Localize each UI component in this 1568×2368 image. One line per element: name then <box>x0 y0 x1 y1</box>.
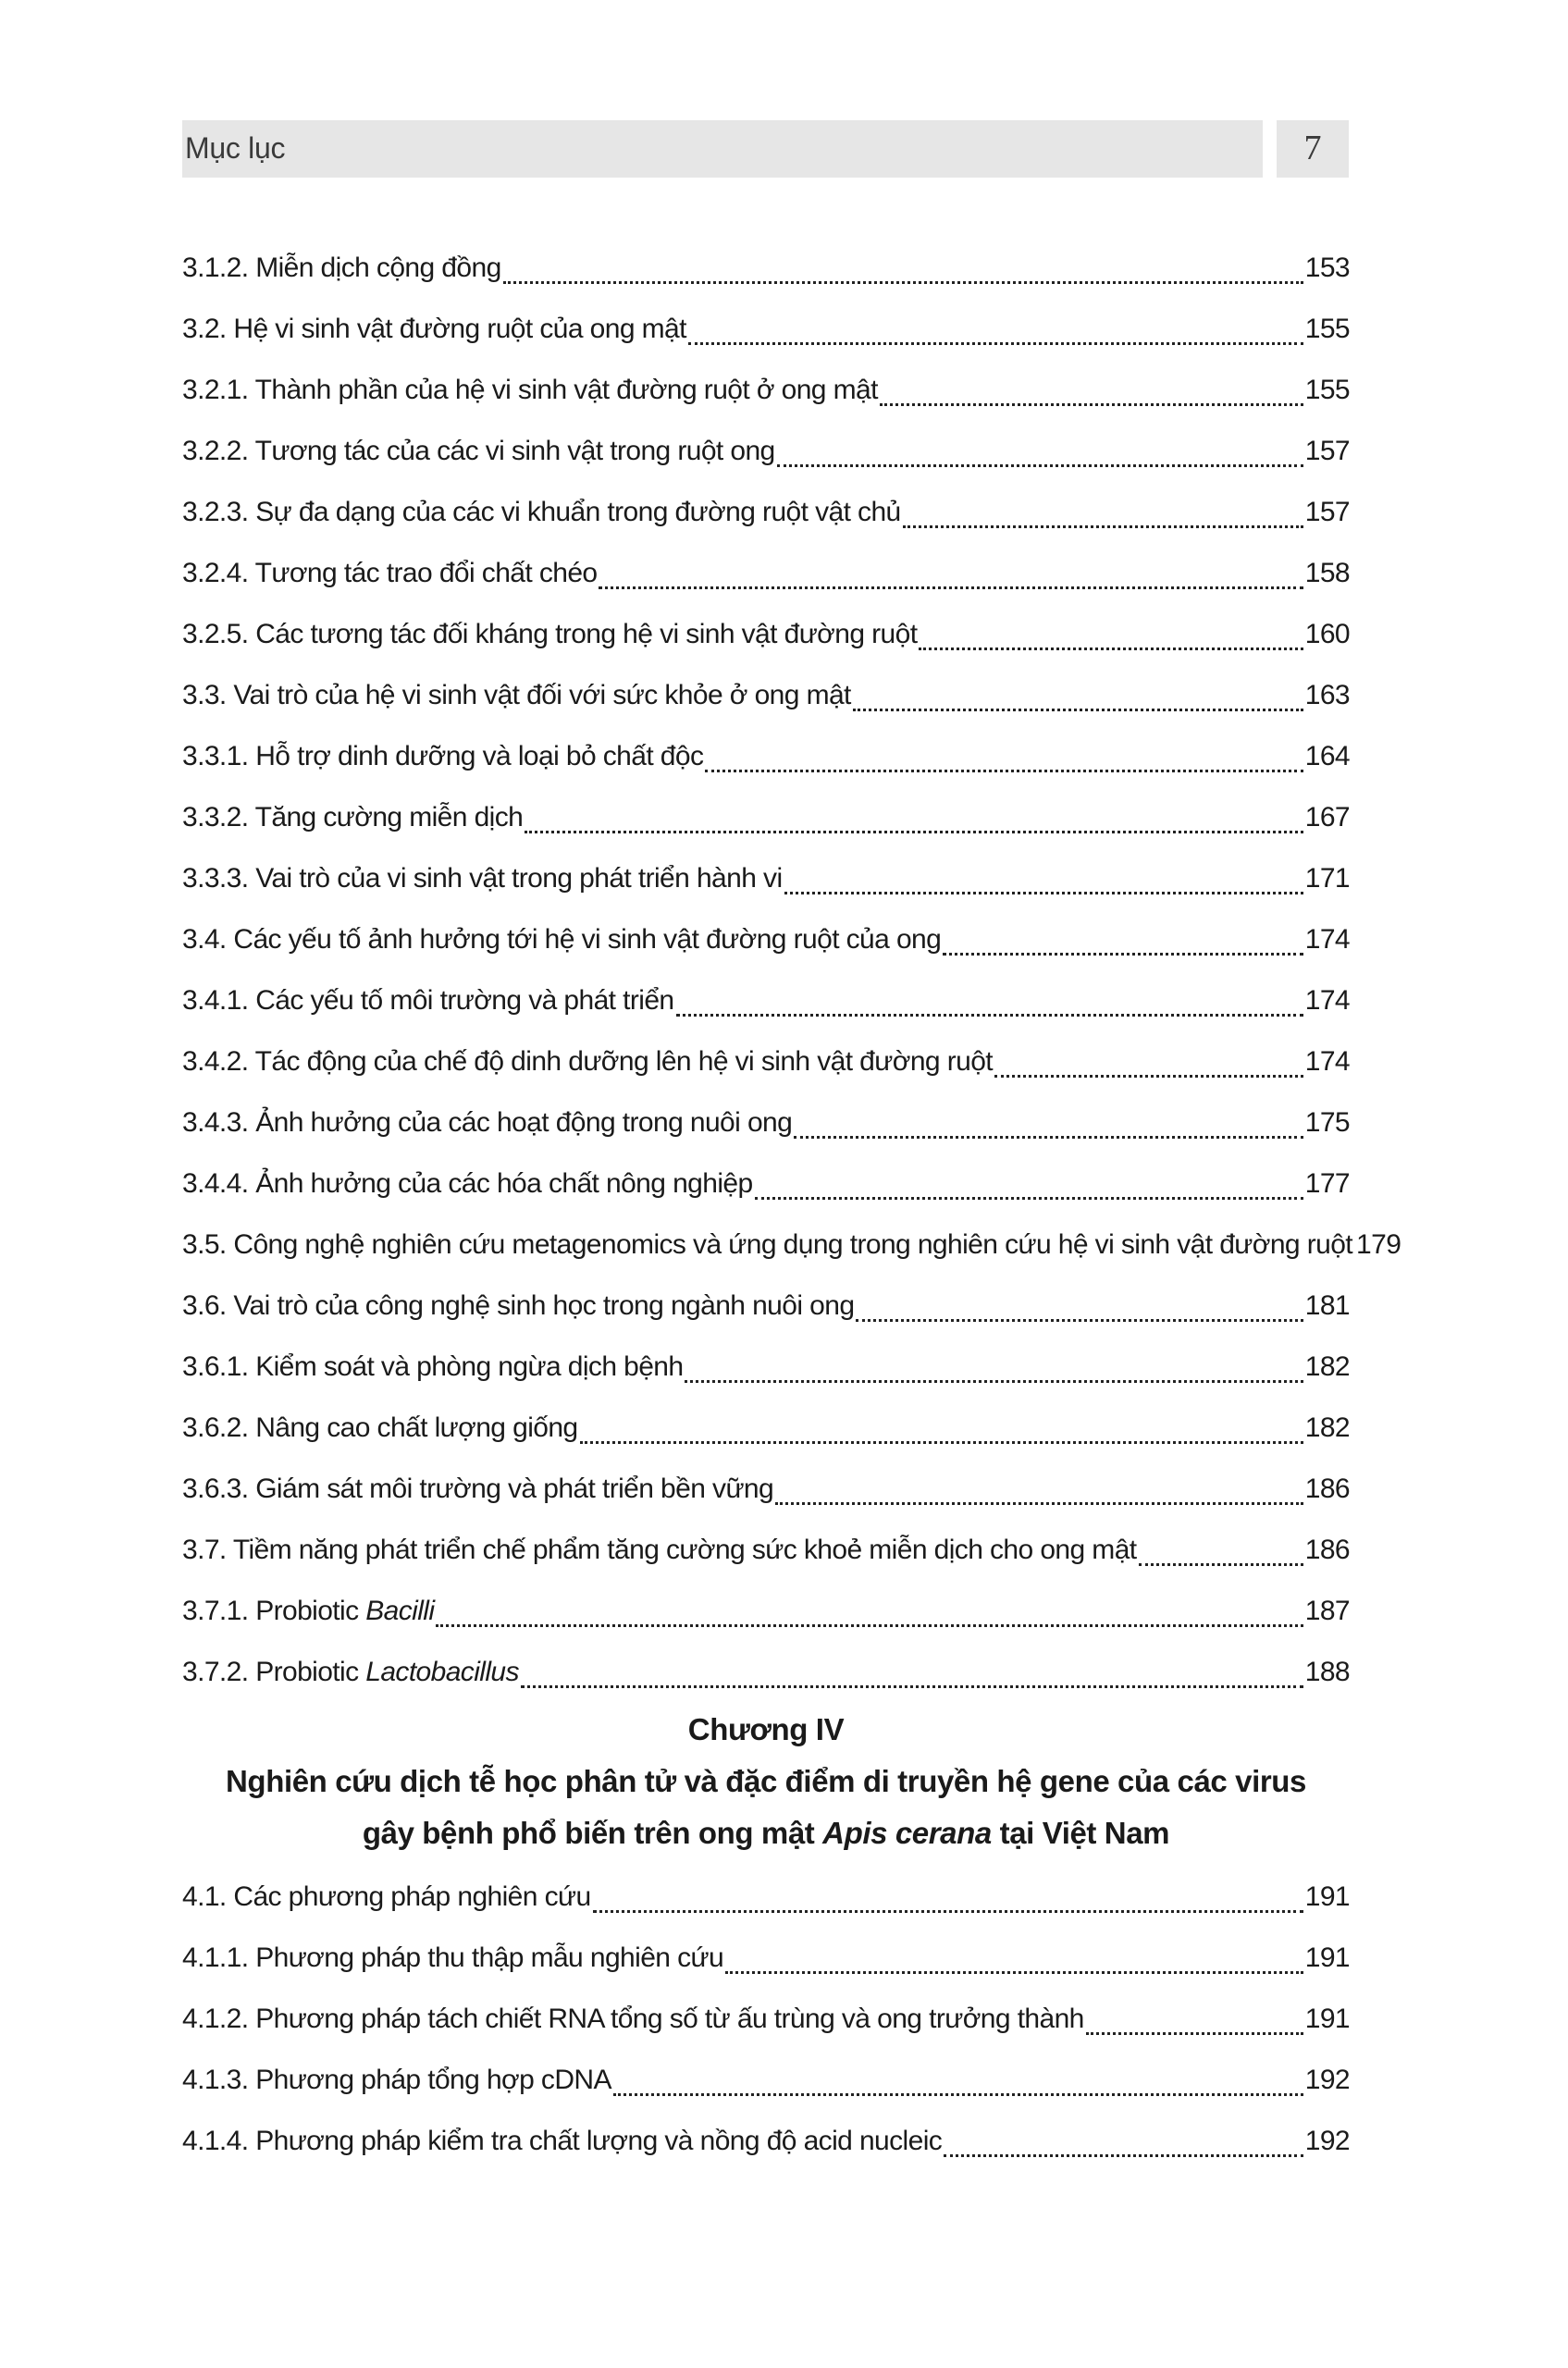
dot-leader <box>593 1910 1303 1913</box>
toc-entry-page: 186 <box>1304 1474 1350 1504</box>
toc-entry-page: 174 <box>1304 924 1350 955</box>
toc-entry-page: 158 <box>1304 558 1350 588</box>
toc-entry[interactable] <box>182 1276 1350 1337</box>
toc-entry-title: 4.1. Các phương pháp nghiên cứu <box>182 1881 591 1912</box>
toc-entry-page: 163 <box>1304 680 1350 710</box>
toc-entry[interactable] <box>182 2050 1350 2111</box>
toc-entry[interactable] <box>182 299 1350 360</box>
dot-leader <box>794 1136 1303 1139</box>
chapter-label: Chương IV <box>687 1712 845 1746</box>
toc-entry-title: 3.6.3. Giám sát môi trường và phát triển bền vững <box>182 1474 774 1504</box>
toc-entry-title: 3.6.1. Kiểm soát và phòng ngừa dịch bệnh <box>182 1351 684 1382</box>
toc-entry-page: 157 <box>1304 497 1350 527</box>
toc-entry-page: 167 <box>1304 802 1350 832</box>
dot-leader <box>503 281 1303 284</box>
dot-leader <box>521 1685 1303 1688</box>
toc-entry-page: 191 <box>1304 1942 1350 1973</box>
toc-entry-page: 155 <box>1304 314 1350 344</box>
toc-entry[interactable] <box>182 1581 1350 1642</box>
dot-leader <box>705 770 1303 772</box>
toc-entry-page: 153 <box>1304 253 1350 283</box>
toc-entry[interactable] <box>182 604 1350 665</box>
toc-entry-title: 3.2. Hệ vi sinh vật đường ruột của ong mật <box>182 314 686 344</box>
toc-entry-title: 3.6.2. Nâng cao chất lượng giống <box>182 1412 578 1443</box>
dot-leader <box>580 1441 1303 1444</box>
dot-leader <box>755 1197 1303 1200</box>
toc-entry-page: 174 <box>1304 985 1350 1016</box>
toc-entry-title: 3.3. Vai trò của hệ vi sinh vật đối với sức khỏe ở ong mật <box>182 680 851 710</box>
toc-entry-title: 3.5. Công nghệ nghiên cứu metagenomics và ứng dụng trong nghiên cứu hệ vi sinh vật đường ruột <box>182 1229 1353 1260</box>
dot-leader <box>525 831 1303 833</box>
toc-entry-title: 3.4. Các yếu tố ảnh hưởng tới hệ vi sinh vật đường ruột của ong <box>182 924 942 955</box>
page-number: 7 <box>1303 129 1322 167</box>
toc-entry-page: 191 <box>1304 1881 1350 1912</box>
toc-entry-page: 157 <box>1304 436 1350 466</box>
dot-leader <box>919 648 1303 650</box>
toc-entry[interactable] <box>182 1520 1350 1581</box>
dot-leader <box>994 1075 1303 1078</box>
toc-entry[interactable] <box>182 909 1350 970</box>
toc-entry[interactable] <box>182 1459 1350 1520</box>
toc-entry-title: 3.2.4. Tương tác trao đổi chất chéo <box>182 558 598 588</box>
toc-entry[interactable] <box>182 2111 1350 2172</box>
toc-entry-page: 182 <box>1304 1412 1350 1443</box>
toc-list-chapter-4 <box>182 1867 1350 2172</box>
toc-entry-page: 186 <box>1304 1535 1350 1565</box>
toc-entry-title: 3.4.4. Ảnh hưởng của các hóa chất nông nghiệp <box>182 1168 753 1199</box>
toc-entry[interactable] <box>182 421 1350 482</box>
toc-entry-title: 3.2.3. Sự đa dạng của các vi khuẩn trong đường ruột vật chủ <box>182 497 901 527</box>
toc-entry-title: 3.3.1. Hỗ trợ dinh dưỡng và loại bỏ chất độc <box>182 741 704 771</box>
toc-entry[interactable] <box>182 360 1350 421</box>
dot-leader <box>777 464 1303 467</box>
toc-entry-page: 175 <box>1304 1107 1350 1138</box>
toc-entry-title: 3.3.2. Tăng cường miễn dịch <box>182 802 524 832</box>
dot-leader <box>775 1502 1303 1505</box>
dot-leader <box>436 1624 1303 1627</box>
dot-leader <box>1139 1563 1303 1566</box>
toc-entry-page: 177 <box>1304 1168 1350 1199</box>
dot-leader <box>613 2093 1303 2096</box>
toc-entry[interactable] <box>182 787 1350 848</box>
toc-entry-title: 3.2.5. Các tương tác đối kháng trong hệ vi sinh vật đường ruột <box>182 619 918 649</box>
toc-entry-title: 3.4.2. Tác động của chế độ dinh dưỡng lên hệ vi sinh vật đường ruột <box>182 1046 994 1077</box>
dot-leader <box>853 709 1303 711</box>
toc-entry[interactable] <box>182 970 1350 1031</box>
toc-entry[interactable] <box>182 1398 1350 1459</box>
toc-entry-page: 160 <box>1304 619 1350 649</box>
toc-entry-page: 179 <box>1356 1229 1401 1260</box>
chapter-heading <box>182 1704 1350 1859</box>
toc-entry[interactable] <box>182 238 1350 299</box>
dot-leader <box>856 1319 1303 1322</box>
toc-entry-title: 3.7.1. Probiotic Bacilli <box>182 1596 435 1626</box>
dot-leader <box>685 1380 1303 1383</box>
toc-entry-page: 191 <box>1304 2004 1350 2034</box>
toc-entry-title: 4.1.2. Phương pháp tách chiết RNA tổng số từ ấu trùng và ong trưởng thành <box>182 2004 1084 2034</box>
toc-entry-title: 3.4.3. Ảnh hưởng của các hoạt động trong nuôi ong <box>182 1107 793 1138</box>
dot-leader <box>725 1971 1303 1974</box>
toc-entry[interactable] <box>182 665 1350 726</box>
toc-entry-page: 182 <box>1304 1351 1350 1382</box>
toc-entry-page: 171 <box>1304 863 1350 894</box>
toc-entry-title: 3.3.3. Vai trò của vi sinh vật trong phát triển hành vi <box>182 863 783 894</box>
toc-entry[interactable] <box>182 1867 1350 1928</box>
toc-entry-title: 3.7. Tiềm năng phát triển chế phẩm tăng cường sức khoẻ miễn dịch cho ong mật <box>182 1535 1137 1565</box>
toc-entry-title: 3.4.1. Các yếu tố môi trường và phát triển <box>182 985 674 1016</box>
dot-leader <box>688 342 1303 345</box>
toc-entry-title: 3.1.2. Miễn dịch cộng đồng <box>182 253 501 283</box>
toc-entry[interactable] <box>182 726 1350 787</box>
toc-entry-page: 192 <box>1304 2065 1350 2095</box>
toc-entry[interactable] <box>182 1989 1350 2050</box>
toc-entry[interactable] <box>182 543 1350 604</box>
toc-entry-page: 187 <box>1304 1596 1350 1626</box>
toc-entry-title: 3.7.2. Probiotic Lactobacillus <box>182 1657 519 1687</box>
toc-entry[interactable] <box>182 1031 1350 1092</box>
dot-leader <box>676 1014 1303 1017</box>
dot-leader <box>943 953 1303 956</box>
toc-entry-title: 3.6. Vai trò của công nghệ sinh học trong ngành nuôi ong <box>182 1290 855 1321</box>
toc-entry[interactable] <box>182 1153 1350 1215</box>
toc-entry[interactable] <box>182 1092 1350 1153</box>
toc-entry-page: 188 <box>1304 1657 1350 1687</box>
toc-list-chapter-3 <box>182 238 1401 1703</box>
running-header-bar <box>182 120 1263 178</box>
toc-entry-title: 4.1.3. Phương pháp tổng hợp cDNA <box>182 2065 611 2095</box>
toc-entry[interactable] <box>182 1215 1401 1276</box>
dot-leader <box>903 525 1303 528</box>
dot-leader <box>944 2154 1303 2157</box>
toc-entry[interactable] <box>182 1928 1350 1989</box>
toc-entry[interactable] <box>182 848 1350 909</box>
chapter-title-line-2: gây bệnh phổ biến trên ong mật Apis cerana tại Việt Nam <box>362 1816 1170 1850</box>
dot-leader <box>784 892 1303 894</box>
toc-entry-title: 4.1.4. Phương pháp kiểm tra chất lượng và nồng độ acid nucleic <box>182 2126 943 2156</box>
toc-entry-page: 174 <box>1304 1046 1350 1077</box>
running-header-title: Mục lục <box>185 131 286 165</box>
dot-leader <box>1086 2032 1303 2035</box>
toc-entry-page: 155 <box>1304 375 1350 405</box>
toc-entry-page: 181 <box>1304 1290 1350 1321</box>
toc-entry-title: 4.1.1. Phương pháp thu thập mẫu nghiên cứu <box>182 1942 724 1973</box>
toc-entry-page: 192 <box>1304 2126 1350 2156</box>
toc-entry[interactable] <box>182 482 1350 543</box>
toc-entry-page: 164 <box>1304 741 1350 771</box>
toc-entry-title: 3.2.2. Tương tác của các vi sinh vật trong ruột ong <box>182 436 775 466</box>
toc-entry-title: 3.2.1. Thành phần của hệ vi sinh vật đường ruột ở ong mật <box>182 375 878 405</box>
dot-leader <box>880 403 1303 406</box>
dot-leader <box>599 586 1303 589</box>
chapter-title-line-1: Nghiên cứu dịch tễ học phân tử và đặc điểm di truyền hệ gene của các virus <box>226 1764 1306 1798</box>
toc-entry[interactable] <box>182 1642 1350 1703</box>
toc-entry[interactable] <box>182 1337 1350 1398</box>
